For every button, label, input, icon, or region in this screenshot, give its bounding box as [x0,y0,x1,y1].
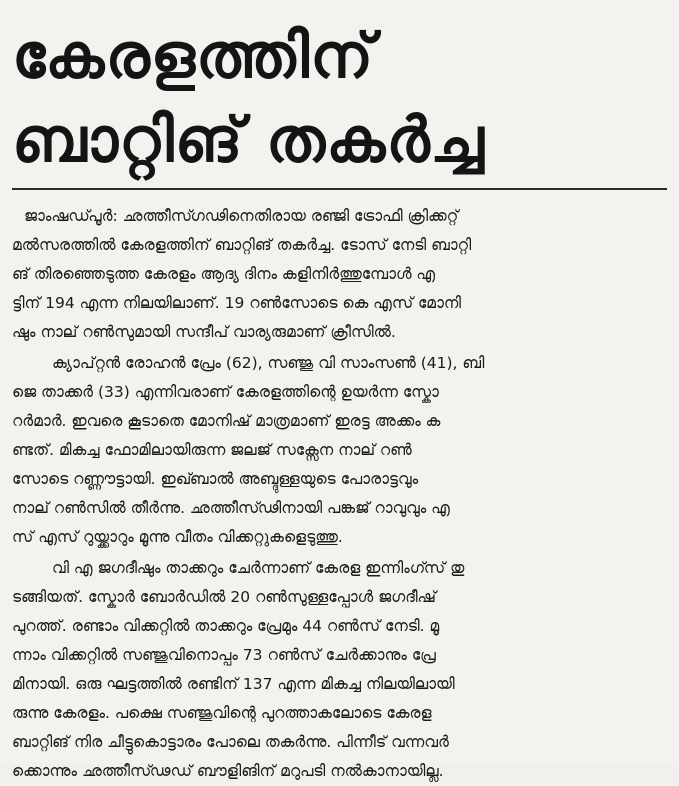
article-line: ക്കൊന്നും ഛത്തീസ്ഢഡ് ബൗളിങിന് മറുപടി നൽകാനായില്ല. [12,762,444,780]
article-paragraph [12,349,667,552]
article-line: മിനായി. ഒരു ഘട്ടത്തിൽ രണ്ടിന് 137 എന്ന മികച്ച നിലയിലായി [12,675,455,693]
article-line: സോടെ റണ്ണൗട്ടായി. ഇഖ്ബാൽ അബ്ദുള്ളയുടെ പോരാട്ടവും [12,470,419,488]
article-line: ജെ താക്കർ (33) എന്നിവരാണ് കേരളത്തിന്റെ ഉയർന്ന സ്കോ [12,383,439,401]
headline-line-1: കേരളത്തിന് [12,19,375,92]
article-line: ടങ്ങിയത്. സ്കോർ ബോർഡിൽ 20 റൺസുള്ളപ്പോൾ ജഗദീഷ് [12,588,436,606]
article-line: പുറത്ത്. രണ്ടാം വിക്കറ്റിൽ താക്കറും പ്രേമും 44 റൺസ് നേടി. മൂ [12,617,440,635]
article-line: റർമാർ. ഇവരെ കൂടാതെ മോനിഷ് മാത്രമാണ് ഇരട്ട അക്കം ക [12,412,441,430]
headline-divider [12,188,667,190]
article-line: സ് എസ് റുയ്ക്കാറും മൂന്നു വീതം വിക്കറ്റുകളെടുത്തു. [12,528,343,546]
article-line: ക്യാപ്റ്റൻ രോഹൻ പ്രേം (62), സഞ്ജു വി സാംസൺ (41), ബി [52,354,485,372]
article-line: ങ് തിരഞ്ഞെടുത്ത കേരളം ആദ്യ ദിനം കളിനിർത്തുമ്പോൾ എ [12,265,436,283]
article-line: ന്നാം വിക്കറ്റിൽ സഞ്ജുവിനൊപ്പം 73 റൺസ് ചേർക്കാനും പ്രേ [12,646,436,664]
article-line: വി എ ജഗദീഷും താക്കറും ചേർന്നാണ് കേരള ഇന്നിംഗ്സ് തു [52,559,465,577]
article-paragraph [12,554,667,786]
article-body [12,202,667,786]
article-line: നാല് റൺസിൽ തീർന്നു. ഛത്തീസ്ഢിനായി പങ്കജ് റാവുവും എ [12,499,450,517]
article-line: രുന്നു കേരളം. പക്ഷെ സഞ്ജുവിന്റെ പുറത്താകലോടെ കേരള [12,704,432,722]
headline [12,14,667,182]
article-line: മൽസരത്തിൽ കേരളത്തിന് ബാറ്റിങ് തകർച്ച. ടോസ് നേടി ബാറ്റി [12,236,472,254]
headline-line-2: ബാറ്റിങ് തകർച്ച [12,103,485,176]
article-line: ഷും നാല് റൺസുമായി സന്ദീപ് വാര്യരുമാണ് ക്രീസിൽ. [12,323,396,341]
article-line: ബാറ്റിങ് നിര ചീട്ടുകൊട്ടാരം പോലെ തകർന്നു. പിന്നീട് വന്നവർ [12,733,449,751]
article-paragraph [12,202,667,347]
article-line: ജാംഷഡ്പൂർ: ഛത്തീസ്ഗഢിനെതിരായ രഞ്ജി ട്രോഫി ക്രിക്കറ്റ് [24,207,459,225]
article-line: ണ്ടത്. മികച്ച ഫോമിലായിരുന്ന ജലജ് സക്സേന നാല് റൺ [12,441,412,459]
article-line: ട്ടിന് 194 എന്ന നിലയിലാണ്. 19 റൺസോടെ കെ എസ് മോനി [12,294,462,312]
